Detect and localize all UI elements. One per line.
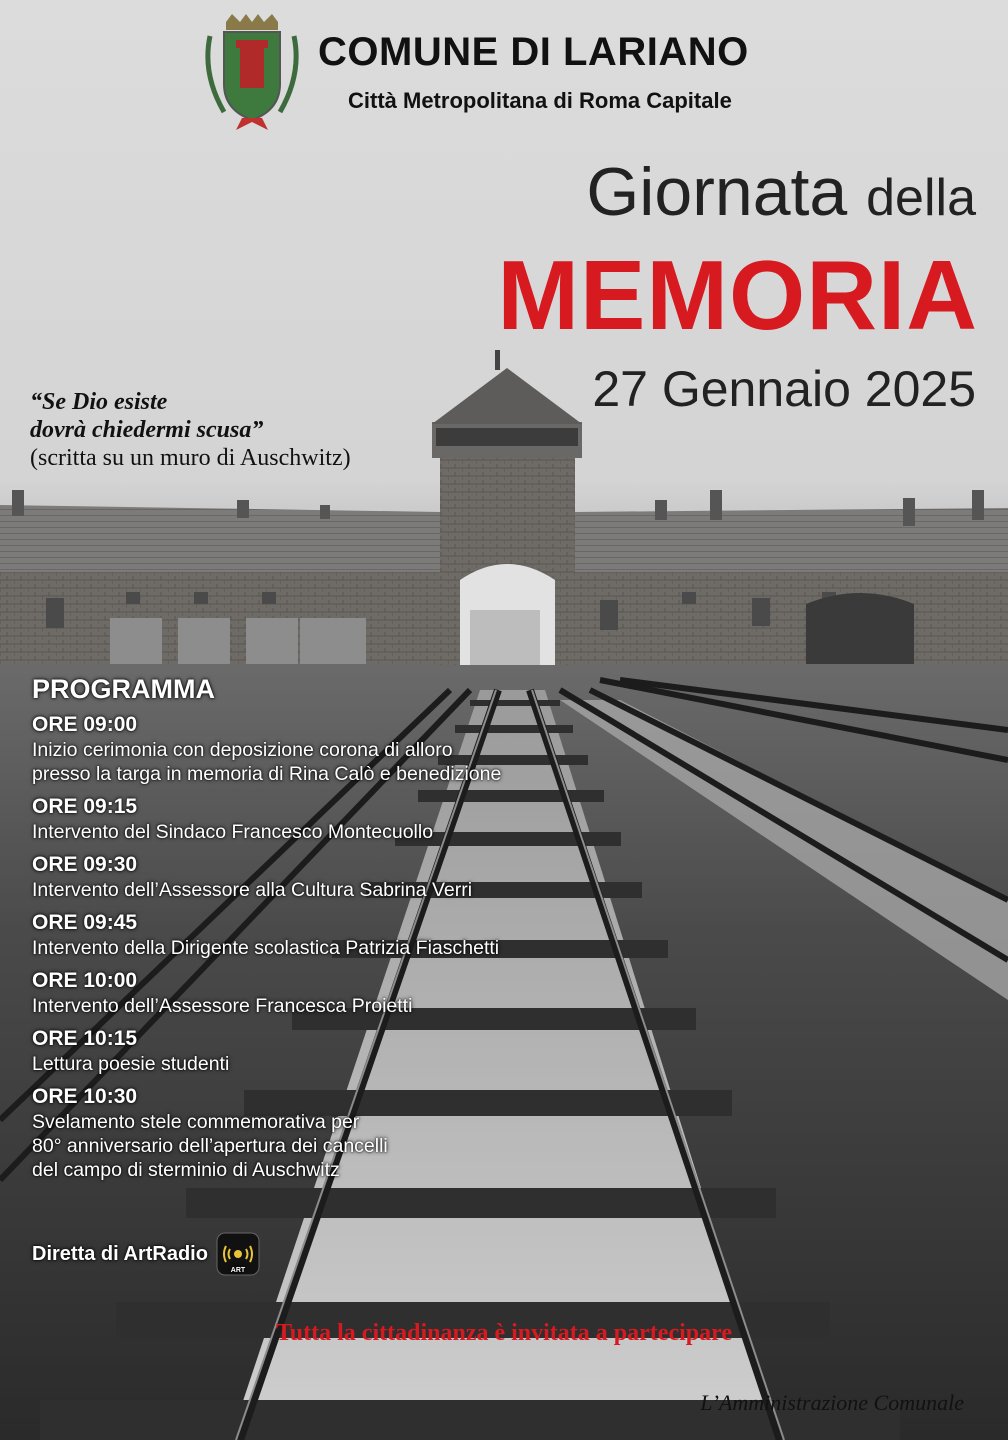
program-item	[32, 1026, 501, 1076]
program-item	[32, 968, 501, 1018]
program-heading: PROGRAMMA	[32, 674, 215, 704]
artradio-logo-text: ART	[230, 1267, 246, 1274]
quote-line-1: “Se Dio esiste	[30, 389, 168, 415]
program-item-description: Lettura poesie studenti	[32, 1053, 230, 1075]
program-item-description: Inizio cerimonia con deposizione corona di alloro	[32, 739, 453, 761]
program-item-description: del campo di sterminio di Auschwitz	[32, 1159, 340, 1181]
auschwitz-quote	[30, 388, 351, 472]
program-item-description: 80° anniversario dell’apertura dei cancelli	[32, 1135, 388, 1157]
title-giornata	[586, 154, 976, 230]
program-item	[32, 712, 501, 786]
quote-source: (scritta su un muro di Auschwitz)	[30, 445, 351, 471]
comune-subtitle: Città Metropolitana di Roma Capitale	[348, 88, 732, 113]
live-broadcast-row	[32, 1232, 260, 1276]
lariano-coat-of-arms-icon	[202, 14, 302, 132]
invitation-text: Tutta la cittadinanza è invitata a partecipare	[276, 1320, 732, 1346]
signature-amministrazione: L’Amministrazione Comunale	[700, 1390, 964, 1415]
artradio-logo-icon	[216, 1232, 260, 1276]
program-item-description: Svelamento stele commemorativa per	[32, 1111, 360, 1133]
program-item-description: Intervento del Sindaco Francesco Montecuollo	[32, 821, 434, 843]
program-item-time: ORE 09:15	[32, 795, 138, 818]
quote-line-2: dovrà chiedermi scusa”	[30, 417, 264, 443]
program-item	[32, 794, 501, 844]
title-word-della: della	[866, 169, 976, 227]
program-item	[32, 910, 501, 960]
program-item	[32, 1084, 501, 1182]
title-word-giornata: Giornata	[586, 154, 848, 230]
program-item-description: Intervento della Dirigente scolastica Patrizia Fiaschetti	[32, 937, 500, 959]
program-item-time: ORE 09:30	[32, 853, 138, 876]
program-item-time: ORE 10:30	[32, 1085, 138, 1108]
title-memoria: MEMORIA	[497, 240, 978, 350]
program-item-time: ORE 09:45	[32, 911, 138, 934]
program-list	[32, 712, 501, 1190]
live-broadcast-label: Diretta di ArtRadio	[32, 1242, 208, 1265]
program-item	[32, 852, 501, 902]
comune-name: COMUNE DI LARIANO	[318, 30, 749, 74]
program-item-description: Intervento dell’Assessore Francesca Proietti	[32, 995, 413, 1017]
event-date: 27 Gennaio 2025	[592, 361, 976, 417]
program-item-description: presso la targa in memoria di Rina Calò e benedizione	[32, 763, 502, 785]
program-item-time: ORE 10:00	[32, 969, 138, 992]
program-item-time: ORE 09:00	[32, 713, 138, 736]
program-item-description: Intervento dell’Assessore alla Cultura Sabrina Verri	[32, 879, 473, 901]
program-item-time: ORE 10:15	[32, 1027, 138, 1050]
